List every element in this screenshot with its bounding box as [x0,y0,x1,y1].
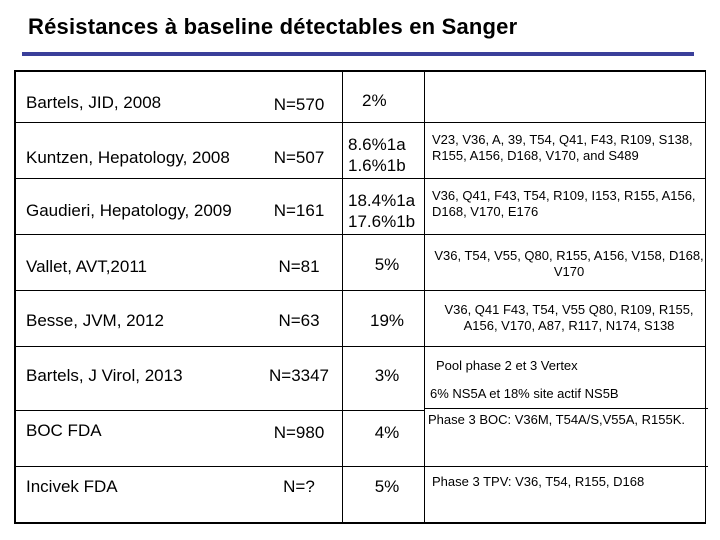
sample-size: N=980 [273,423,325,442]
study-name: BOC FDA [26,421,102,440]
title-underline [22,52,694,56]
row-divider [16,410,424,411]
mutations-note: 6% NS5A et 18% site actif NS5B [430,386,619,401]
mutations: V36, T54, V55, Q80, R155, A156, V158, D168, V170 [434,248,704,279]
sample-size: N=81 [278,257,320,276]
mutations: Phase 3 TPV: V36, T54, R155, D168 [432,474,645,489]
prevalence: 3% [374,366,400,385]
row-divider [16,466,424,467]
study-name: Besse, JVM, 2012 [26,311,164,330]
study-name: Bartels, J Virol, 2013 [26,366,183,385]
row-divider [424,408,708,409]
mutations: V23, V36, A, 39, T54, Q41, F43, R109, S138, R155, A156, D168, V170, and S489 [432,132,693,163]
mutations: V36, Q41, F43, T54, R109, I153, R155, A156, D168, V170, E176 [432,188,696,219]
sample-size: N=507 [273,148,325,167]
sample-size: N=161 [273,201,325,220]
study-name: Bartels, JID, 2008 [26,93,162,112]
sample-size: N=570 [273,95,325,114]
study-name: Incivek FDA [26,477,118,496]
sample-size: N=? [283,477,315,496]
row-divider [16,234,705,235]
prevalence: 8.6%1a 1.6%1b [348,135,406,175]
column-divider [342,72,343,522]
study-name: Kuntzen, Hepatology, 2008 [26,148,230,167]
row-divider [424,466,708,467]
sample-size: N=3347 [268,366,330,385]
row-divider [16,346,705,347]
study-name: Gaudieri, Hepatology, 2009 [26,201,232,220]
row-divider [16,122,705,123]
prevalence: 4% [374,423,400,442]
page-title: Résistances à baseline détectables en Sanger [28,14,518,39]
prevalence: 19% [369,311,405,330]
prevalence: 18.4%1a 17.6%1b [348,191,416,231]
study-name: Vallet, AVT,2011 [26,257,147,276]
mutations: Phase 3 BOC: V36M, T54A/S,V55A, R155K. [428,412,686,427]
prevalence: 5% [374,255,400,274]
row-divider [16,290,705,291]
mutations: Pool phase 2 et 3 Vertex [436,358,578,373]
prevalence: 5% [374,477,400,496]
resistance-table [14,70,706,524]
sample-size: N=63 [278,311,320,330]
mutations: V36, Q41 F43, T54, V55 Q80, R109, R155, A156, V170, A87, R117, N174, S138 [444,302,694,333]
prevalence: 2% [362,91,387,110]
row-divider [16,178,705,179]
